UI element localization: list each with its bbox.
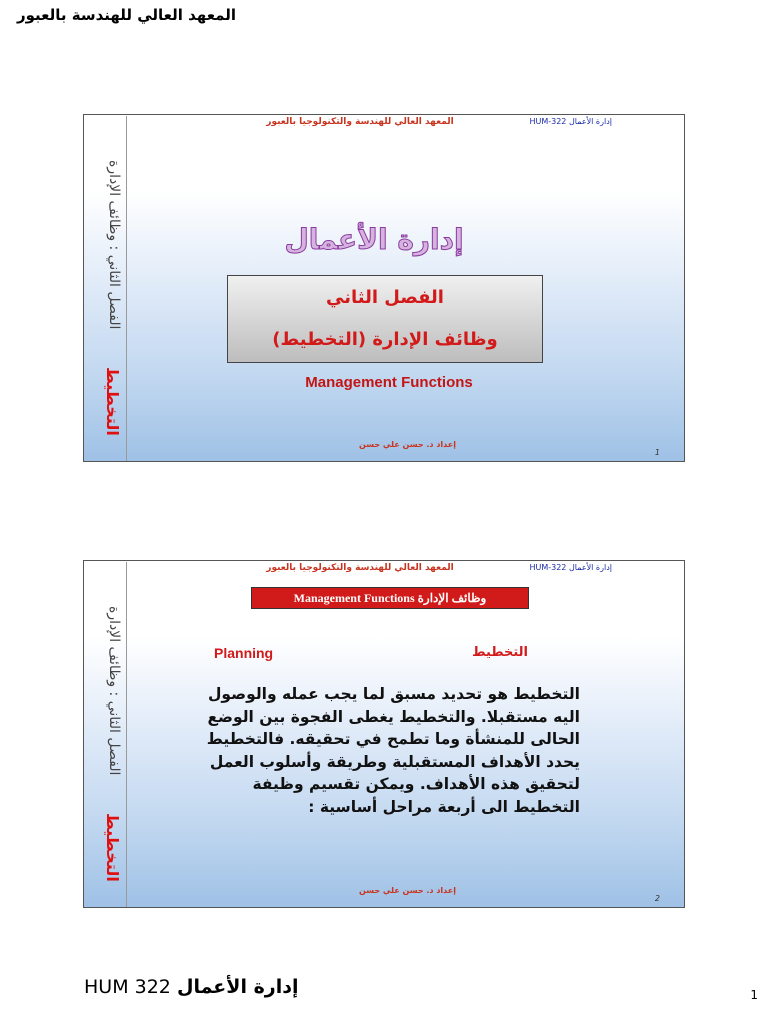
course-code-tag: إدارة الأعمال HUM-322 (529, 563, 612, 572)
footer-course-code: HUM 322 (84, 976, 171, 998)
slide-number: 1 (654, 448, 660, 457)
section-banner: Management Functions وظائف الإدارة (251, 587, 529, 609)
side-topic-label: التخطيط (103, 366, 122, 436)
slide-divider-line (126, 116, 127, 461)
prepared-by: إعداد د. حسن علي حسن (359, 440, 456, 449)
chapter-box (227, 275, 543, 363)
planning-definition-text: التخطيط هو تحديد مسبق لما يجب عمله والوصول اليه مستقبلا. والتخطيط يغطى الفجوة بين الوضع الحالى للمنشأة وما تطمح في تحقيقه. فالتخطيط يحدد الأهداف المستقبلية وطريقة وأسلوب العمل لتحقيق هذه الأهداف. ويمكن تقسيم وظيفة التخطيط الى أربعة مراحل أساسية : (206, 685, 580, 816)
chapter-title: الفصل الثاني (326, 287, 444, 308)
page-footer-title (84, 976, 299, 998)
english-subtitle: Management Functions (305, 374, 473, 391)
slide-number: 2 (654, 894, 660, 903)
side-topic-label: التخطيط (103, 812, 122, 882)
slide-2 (83, 560, 685, 908)
slide-institution: المعهد العالي للهندسة والتكنولوجيا بالعبور (266, 563, 454, 573)
prepared-by: إعداد د. حسن علي حسن (359, 886, 456, 895)
slide-divider-line (126, 562, 127, 907)
course-code-tag: إدارة الأعمال HUM-322 (529, 117, 612, 126)
slide-institution: المعهد العالي للهندسة والتكنولوجيا بالعبور (266, 117, 454, 127)
chapter-subtitle: وظائف الإدارة (التخطيط) (272, 329, 498, 350)
side-chapter-label: الفصل الثاني : وظائف الإدارة (106, 160, 122, 330)
slide-title: إدارة الأعمال (284, 223, 464, 256)
page-header-institution: المعهد العالي للهندسة بالعبور (16, 6, 236, 24)
side-chapter-label: الفصل الثاني : وظائف الإدارة (106, 606, 122, 776)
planning-heading-en: Planning (214, 645, 274, 661)
page-number: 1 (750, 988, 758, 1002)
planning-heading-ar: التخطيط (472, 645, 528, 660)
slide-1 (83, 114, 685, 462)
footer-course-name: إدارة الأعمال (176, 976, 299, 998)
